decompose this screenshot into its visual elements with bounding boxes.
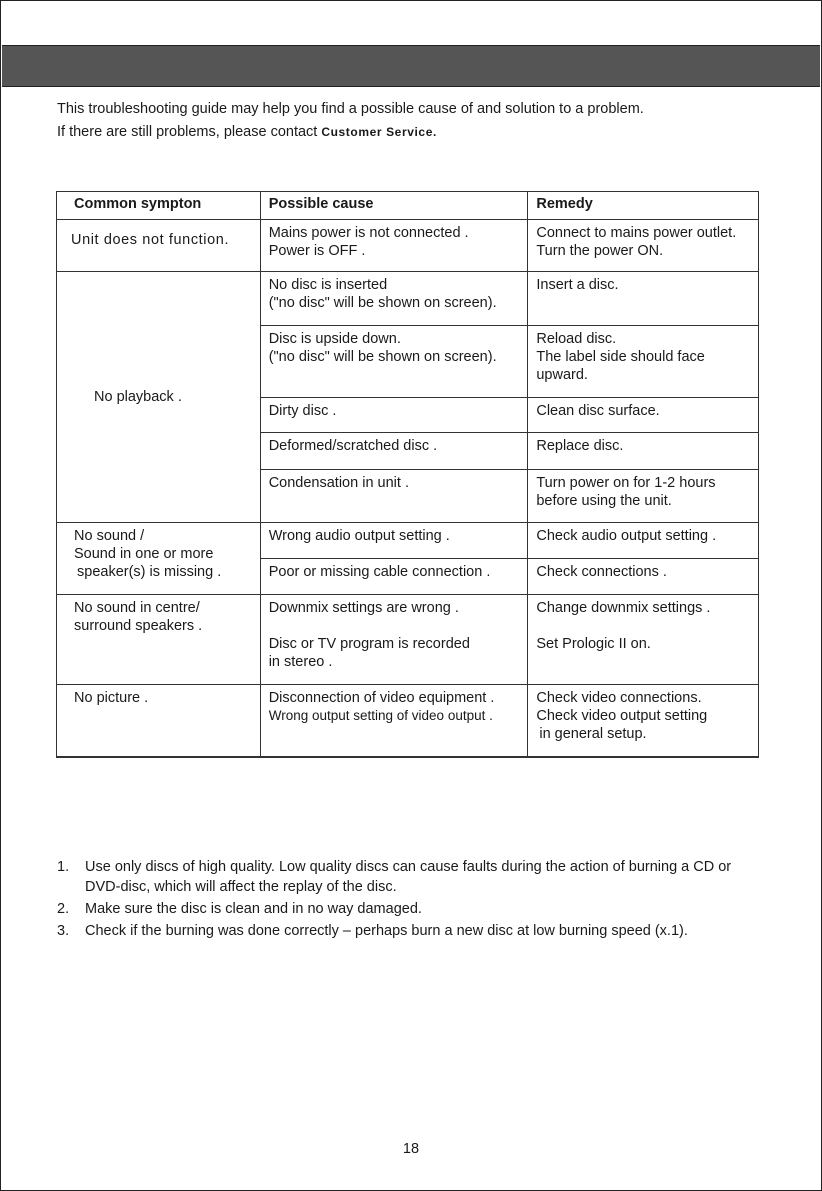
symptom-cell bbox=[57, 595, 261, 685]
cause-cell: Wrong audio output setting . bbox=[260, 523, 528, 559]
remedy-line: in general setup. bbox=[539, 726, 647, 742]
cause-line: Mains power is not connected . bbox=[268, 225, 469, 241]
list-number: 3. bbox=[57, 923, 70, 939]
remedy-line: upward. bbox=[536, 367, 588, 383]
table-row bbox=[57, 272, 759, 326]
remedy-line: before using the unit. bbox=[536, 493, 672, 509]
symptom-cell: Unit does not function. bbox=[57, 220, 261, 272]
symptom-line: No sound / bbox=[74, 528, 145, 544]
remedy-line: Connect to mains power outlet. bbox=[536, 225, 737, 241]
cause-line: No disc is inserted bbox=[268, 277, 388, 293]
remedy-line: The label side should face bbox=[536, 349, 705, 365]
cause-line: Downmix settings are wrong . bbox=[268, 600, 459, 616]
remedy-cell bbox=[528, 470, 759, 523]
troubleshooting-table bbox=[56, 191, 759, 758]
remedy-line: Change downmix settings . bbox=[536, 600, 711, 616]
cause-line: in stereo . bbox=[268, 654, 333, 670]
cause-line: Wrong output setting of video output . bbox=[268, 708, 493, 723]
cause-line: ("no disc" will be shown on screen). bbox=[268, 349, 497, 365]
symptom-line: Sound in one or more bbox=[74, 546, 214, 562]
cause-line: Power is OFF . bbox=[268, 243, 366, 259]
header-band bbox=[2, 45, 820, 87]
remedy-line: Reload disc. bbox=[536, 331, 617, 347]
symptom-line: No sound in centre/ bbox=[74, 600, 200, 616]
symptom-line: surround speakers . bbox=[74, 618, 203, 634]
page-number: 18 bbox=[402, 1141, 420, 1157]
tips-list bbox=[57, 857, 767, 943]
table-header-row bbox=[57, 192, 759, 220]
remedy-cell bbox=[528, 595, 759, 685]
cause-cell: Dirty disc . bbox=[260, 398, 528, 433]
cause-line: Disc or TV program is recorded bbox=[268, 636, 470, 652]
remedy-line: Turn power on for 1-2 hours bbox=[536, 475, 716, 491]
table-row bbox=[57, 685, 759, 757]
header-common-symptom: Common sympton bbox=[57, 192, 261, 220]
list-text: Use only discs of high quality. Low quality discs can cause faults during the action of burning a CD or DVD-disc, which will affect the replay of the disc. bbox=[85, 859, 732, 895]
header-possible-cause: Possible cause bbox=[260, 192, 528, 220]
intro-line-2 bbox=[57, 121, 644, 144]
remedy-cell bbox=[528, 685, 759, 757]
table-row bbox=[57, 220, 759, 272]
cause-line: Disconnection of video equipment . bbox=[268, 690, 495, 706]
table-row bbox=[57, 595, 759, 685]
header-remedy: Remedy bbox=[528, 192, 759, 220]
cause-line: Disc is upside down. bbox=[268, 331, 401, 347]
remedy-cell: Check connections . bbox=[528, 559, 759, 595]
cause-cell bbox=[260, 272, 528, 326]
cause-cell: Deformed/scratched disc . bbox=[260, 433, 528, 470]
table-row bbox=[57, 523, 759, 559]
cause-cell bbox=[260, 326, 528, 398]
remedy-cell: Insert a disc. bbox=[528, 272, 759, 326]
list-number: 2. bbox=[57, 901, 70, 917]
remedy-line: Check video connections. bbox=[536, 690, 702, 706]
list-item bbox=[57, 857, 767, 897]
cause-cell: Poor or missing cable connection . bbox=[260, 559, 528, 595]
symptom-cell bbox=[57, 523, 261, 595]
symptom-line: speaker(s) is missing . bbox=[77, 564, 222, 580]
customer-service-label: Customer Service. bbox=[321, 125, 437, 139]
list-item bbox=[57, 899, 767, 919]
cause-cell bbox=[260, 685, 528, 757]
list-number: 1. bbox=[57, 859, 70, 875]
cause-cell bbox=[260, 220, 528, 272]
remedy-cell: Replace disc. bbox=[528, 433, 759, 470]
intro-text bbox=[57, 98, 644, 144]
list-text: Make sure the disc is clean and in no way damaged. bbox=[85, 901, 422, 917]
list-item bbox=[57, 921, 767, 941]
remedy-line: Check video output setting bbox=[536, 708, 708, 724]
remedy-line: Turn the power ON. bbox=[536, 243, 664, 259]
symptom-cell: No playback . bbox=[57, 272, 261, 523]
intro-line-2-text: If there are still problems, please contact bbox=[57, 124, 318, 140]
remedy-cell bbox=[528, 220, 759, 272]
remedy-cell: Clean disc surface. bbox=[528, 398, 759, 433]
remedy-cell bbox=[528, 326, 759, 398]
remedy-line: Set Prologic II on. bbox=[536, 636, 651, 652]
symptom-cell: No picture . bbox=[57, 685, 261, 757]
cause-line: ("no disc" will be shown on screen). bbox=[268, 295, 497, 311]
cause-cell: Condensation in unit . bbox=[260, 470, 528, 523]
cause-cell bbox=[260, 595, 528, 685]
remedy-cell: Check audio output setting . bbox=[528, 523, 759, 559]
list-text: Check if the burning was done correctly – perhaps burn a new disc at low burning speed (x.1). bbox=[85, 923, 688, 939]
intro-line-1: This troubleshooting guide may help you find a possible cause of and solution to a problem. bbox=[57, 101, 644, 117]
